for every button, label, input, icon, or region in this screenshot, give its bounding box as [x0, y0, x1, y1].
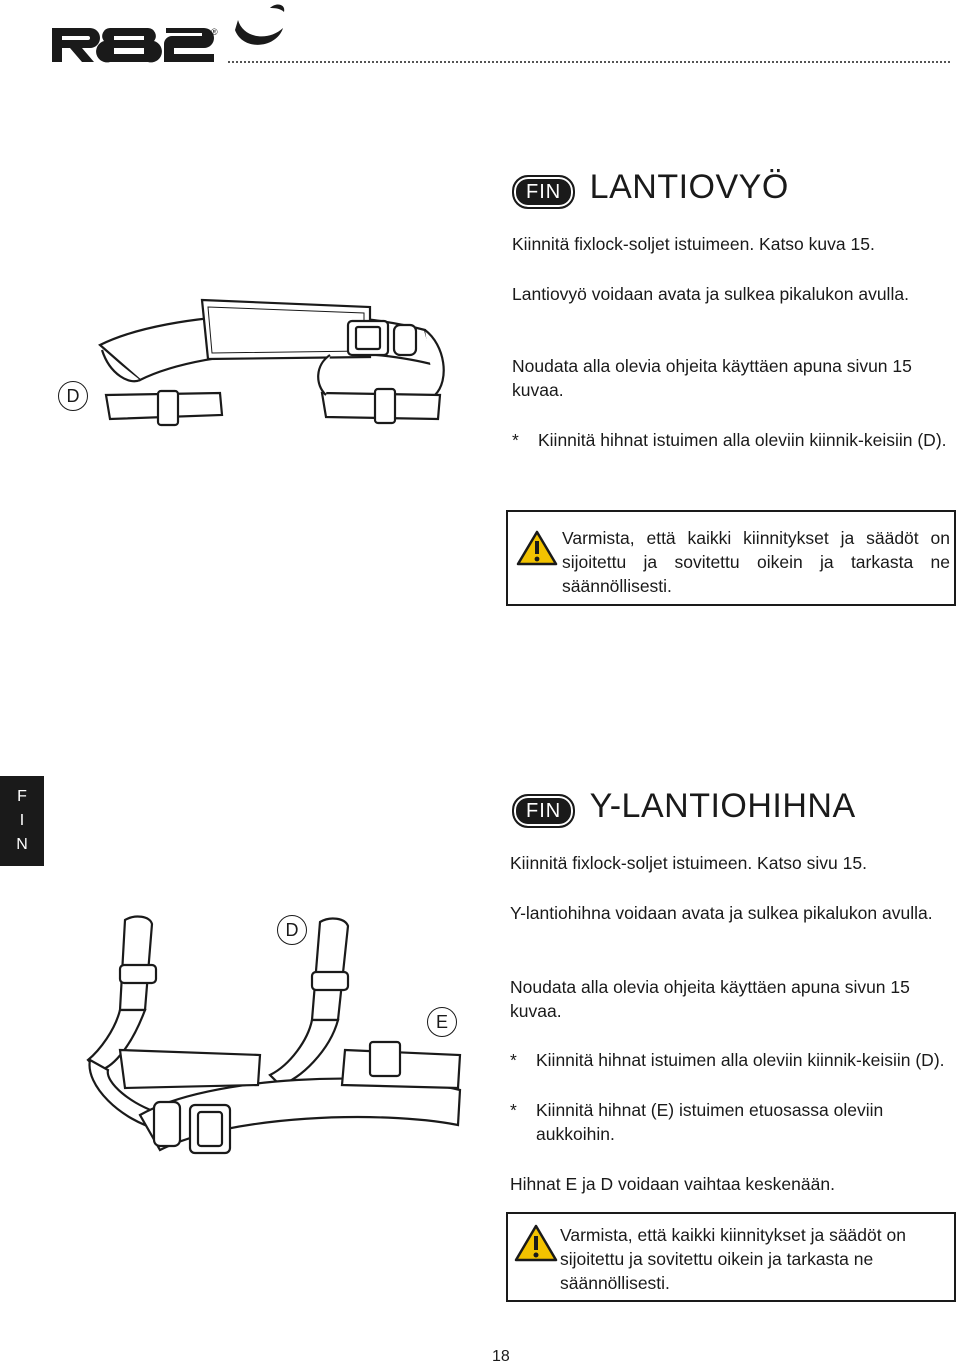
figure-y-lantiohihna	[80, 910, 470, 1170]
section1-warning-box	[506, 510, 956, 606]
section2-p3: Noudata alla olevia ohjeita käyttäen apuna sivun 15 kuvaa.	[510, 977, 910, 1021]
warning-icon	[516, 530, 558, 566]
section1-warning-text: Varmista, että kaikki kiinnitykset ja säädöt on sijoitettu ja sovitettu oikein ja tarkasta ne säännöllisesti.	[562, 528, 950, 596]
section2-title: Y-LANTIOHIHNA	[589, 787, 856, 825]
section1-p3: Noudata alla olevia ohjeita käyttäen apuna sivun 15 kuvaa.	[512, 356, 912, 400]
section1-header	[512, 168, 952, 209]
section1-bullet-1	[512, 428, 952, 452]
side-tab-letter-n: N	[16, 836, 28, 853]
bullet-text: Kiinnitä hihnat istuimen alla oleviin kiinnik-keisiin (D).	[536, 1050, 945, 1070]
r82-logo	[48, 0, 298, 70]
section2-header	[512, 787, 952, 828]
lap-belt-illustration	[30, 285, 460, 435]
y-belt-illustration	[80, 910, 470, 1170]
section2-warning-box	[506, 1212, 956, 1302]
section2-p2: Y-lantiohihna voidaan avata ja sulkea pikalukon avulla.	[510, 903, 933, 923]
figure-label-e: E	[435, 1012, 448, 1032]
bullet-text: Kiinnitä hihnat (E) istuimen etuosassa oleviin aukkoihin.	[536, 1100, 884, 1144]
section1-p1: Kiinnitä fixlock-soljet istuimeen. Katso kuva 15.	[512, 234, 875, 254]
side-tab-letter-i: I	[19, 812, 25, 829]
section2-p4: Hihnat E ja D voidaan vaihtaa keskenään.	[510, 1174, 835, 1194]
label-e-circle	[427, 1007, 457, 1037]
bullet-text: Kiinnitä hihnat istuimen alla oleviin kiinnik-keisiin (D).	[538, 430, 947, 450]
bullet-star: *	[510, 1100, 517, 1120]
section1-p2: Lantiovyö voidaan avata ja sulkea pikalukon avulla.	[512, 284, 909, 304]
label-d-circle	[58, 381, 88, 411]
side-tab-letter-f: F	[17, 788, 27, 805]
language-side-tab	[0, 776, 44, 866]
section2-p1: Kiinnitä fixlock-soljet istuimeen. Katso sivu 15.	[510, 853, 867, 873]
page-number: 18	[492, 1348, 510, 1365]
bullet-star: *	[512, 430, 519, 450]
section2-bullet-1	[510, 1048, 950, 1072]
r82-logo-graphic	[48, 0, 298, 70]
figure-label-d: D	[66, 386, 80, 406]
label-d-circle-2	[277, 915, 307, 945]
section2-bullet-2	[510, 1098, 950, 1146]
warning-icon-2	[514, 1224, 558, 1262]
registered-mark: ®	[211, 27, 218, 37]
fin-badge-2: FIN	[512, 794, 575, 828]
figure-lantiovyo	[30, 285, 460, 435]
header-dotted-line	[228, 61, 950, 63]
figure-label-d-2: D	[285, 920, 299, 940]
fin-badge: FIN	[512, 175, 575, 209]
section1-title: LANTIOVYÖ	[589, 168, 789, 206]
bullet-star: *	[510, 1050, 517, 1070]
section2-warning-text: Varmista, että kaikki kiinnitykset ja säädöt on sijoitettu ja sovitettu oikein ja tarkasta ne säännöllisesti.	[560, 1225, 906, 1293]
